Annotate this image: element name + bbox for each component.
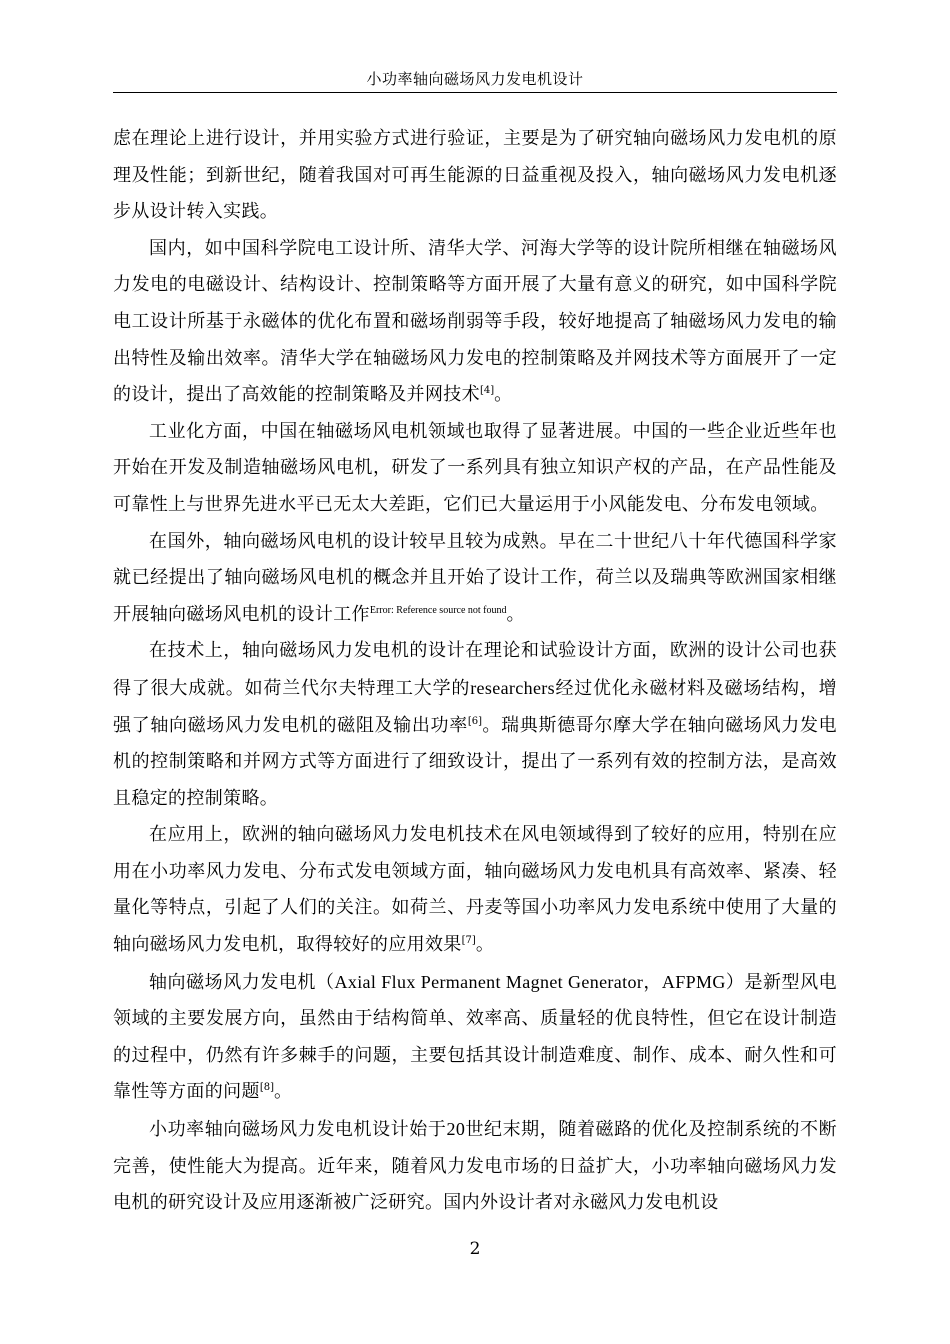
header-rule xyxy=(113,92,837,93)
paragraph-5-text-a: 在技术上，轴向磁场风力发电机的设计在理论和试验设计方面，欧洲的设计公司也获得了很大成就。如荷兰代尔夫特理工大学的 xyxy=(113,640,837,699)
paragraph-1-text: 虑在理论上进行设计，并用实验方式进行验证，主要是为了研究轴向磁场风力发电机的原理及性能；到新世纪，随着我国对可再生能源的日益重视及投入，轴向磁场风力发电机逐步从设计转入实践。 xyxy=(113,128,837,223)
paragraph-8-latin: 20 xyxy=(446,1119,466,1140)
paragraph-3 xyxy=(113,414,837,524)
paragraph-3-text: 工业化方面，中国在轴磁场风电机领域也取得了显著进展。中国的一些企业近些年也开始在开发及制造轴磁场风电机，研发了一系列具有独立知识产权的产品，在产品性能及可靠性上与世界先进水平已无太大差距，它们已大量运用于小风能发电、分布发电领域。 xyxy=(113,420,837,515)
paragraph-6 xyxy=(113,817,837,963)
paragraph-6-text: 在应用上，欧洲的轴向磁场风力发电机技术在风电领域得到了较好的应用，特别在应用在小功率风力发电、分布式发电领域方面，轴向磁场风力发电机具有高效率、紧凑、轻量化等特点，引起了人们的关注。如荷兰、丹麦等国小功率风力发电系统中使用了大量的轴向磁场风力发电机，取得较好的应用效果 xyxy=(113,824,837,956)
paragraph-8-text-a: 小功率轴向磁场风力发电机设计始于 xyxy=(149,1119,447,1141)
paragraph-7-end: 。 xyxy=(273,1081,293,1103)
paragraph-4-text: 在国外，轴向磁场风电机的设计较早且较为成熟。早在二十世纪八十年代德国科学家就已经提出了轴向磁场风电机的概念并且开始了设计工作，荷兰以及瑞典等欧洲国家相继开展轴向磁场风电机的设计工作 xyxy=(113,530,837,625)
paragraph-4 xyxy=(113,524,837,634)
paragraph-1 xyxy=(113,121,837,231)
paragraph-8 xyxy=(113,1111,837,1222)
paragraph-7-latin: Axial Flux Permanent Magnet Generator，AFPMG xyxy=(334,971,726,992)
body-text xyxy=(113,121,837,1222)
paragraph-7 xyxy=(113,964,837,1111)
paragraph-8-text-b: 世纪末期，随着磁路的优化及控制系统的不断完善，使性能大为提高。近年来，随着风力发电市场的日益扩大，小功率轴向磁场风力发电机的研究设计及应用逐渐被广泛研究。国内外设计者对永磁风力发电机设 xyxy=(113,1119,837,1214)
paragraph-2-text: 国内，如中国科学院电工设计所、清华大学、河海大学等的设计院所相继在轴磁场风力发电的电磁设计、结构设计、控制策略等方面开展了大量有意义的研究，如中国科学院电工设计所基于永磁体的优化布置和磁场削弱等手段，较好地提高了轴磁场风力发电的输出特性及输出效率。清华大学在轴磁场风力发电的控制策略及并网技术等方面展开了一定的设计，提出了高效能的控制策略及并网技术 xyxy=(113,237,837,406)
paragraph-5-text-c: 。瑞典斯德哥尔摩大学在轴向磁场风力发电机的控制策略和并网方式等方面进行了细致设计，提出了一系列有效的控制方法，是高效且稳定的控制策略。 xyxy=(113,714,837,809)
page-header-title: 小功率轴向磁场风力发电机设计 xyxy=(366,70,584,88)
citation-ref: [7] xyxy=(461,935,476,947)
paragraph-5 xyxy=(113,633,837,817)
paragraph-5-text-b: 经过优化永磁材料及磁场结构，增强了轴向磁场风力发电机的磁阻及输出功率 xyxy=(113,677,837,736)
paragraph-4-end: 。 xyxy=(506,603,525,625)
paragraph-5-latin: researchers xyxy=(470,677,555,698)
citation-ref: [6] xyxy=(467,715,483,727)
citation-ref: [4] xyxy=(480,385,495,397)
citation-error-ref: Error: Reference source not found xyxy=(369,604,507,616)
paragraph-7-text-b: ）是新型风电领域的主要发展方向，虽然由于结构简单、效率高、质量轻的优良特性，但它在设计制造的过程中，仍然有许多棘手的问题，主要包括其设计制造难度、制作、成本、耐久性和可靠性等方面的问题 xyxy=(113,971,837,1103)
citation-ref: [8] xyxy=(259,1082,274,1094)
paragraph-2 xyxy=(113,231,837,414)
paragraph-2-end: 。 xyxy=(494,384,513,406)
paragraph-6-end: 。 xyxy=(475,934,495,956)
paragraph-7-text-a: 轴向磁场风力发电机（ xyxy=(149,971,335,993)
page-number: 2 xyxy=(469,1239,481,1259)
